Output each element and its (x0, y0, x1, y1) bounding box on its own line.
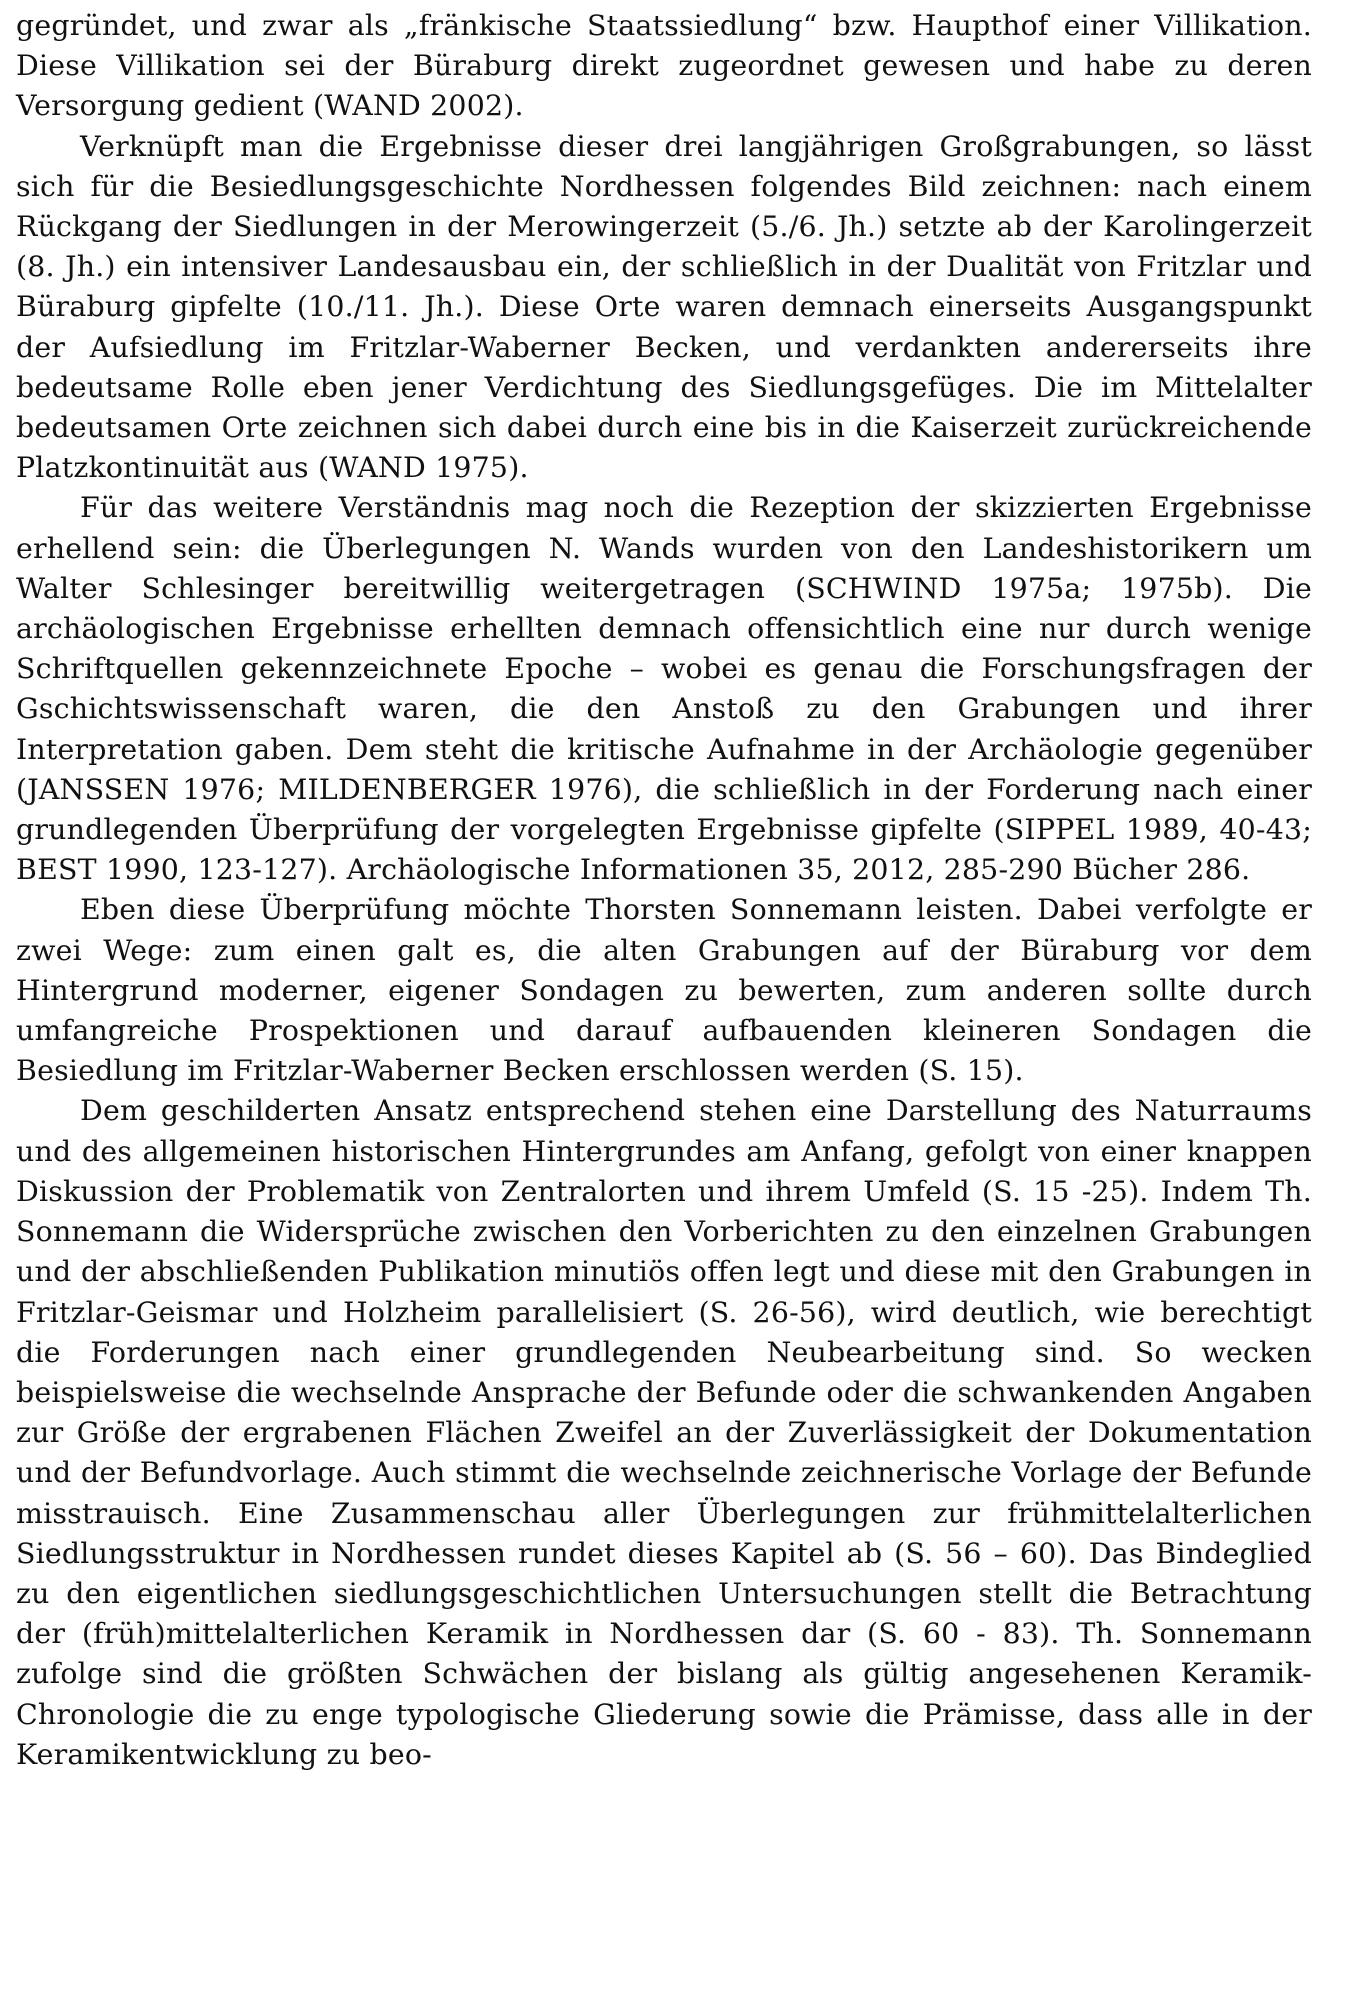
paragraph-4: Eben diese Überprüfung möchte Thorsten Sonnemann leisten. Dabei verfolgte er zwei Wege: zum einen galt es, die alten Grabungen auf der Büraburg vor dem Hintergrund moderner, eigener Sondagen zu bewerten, zum anderen sollte durch umfangreiche Prospektionen und darauf aufbauenden kleineren Sondagen die Besiedlung im Fritzlar-Waberner Becken erschlossen werden (S. 15). (16, 893, 1312, 1088)
paragraph-1: gegründet, und zwar als „fränkische Staatssiedlung“ bzw. Haupthof einer Villikation. Diese Villikation sei der Büraburg direkt zugeordnet gewesen und habe zu deren Versorgung gedient (WAND 2002). (16, 9, 1312, 123)
paragraph-2: Verknüpft man die Ergebnisse dieser drei langjährigen Großgrabungen, so lässt sich für die Besiedlungsgeschichte Nordhessen folgendes Bild zeichnen: nach einem Rückgang der Siedlungen in der Merowingerzeit (5./6. Jh.) setzte ab der Karolingerzeit (8. Jh.) ein intensiver Landesausbau ein, der schließlich in der Dualität von Fritzlar und Büraburg gipfelte (10./11. Jh.). Diese Orte waren demnach einerseits Ausgangspunkt der Aufsiedlung im Fritzlar-Waberner Becken, und verdankten andererseits ihre bedeutsame Rolle eben jener Verdichtung des Siedlungsgefüges. Die im Mittelalter bedeutsamen Orte zeichnen sich dabei durch eine bis in die Kaiserzeit zurückreichende Platzkontinuität aus (WAND 1975). (16, 129, 1312, 485)
paragraph-3: Für das weitere Verständnis mag noch die Rezeption der skizzierten Ergebnisse erhellend sein: die Überlegungen N. Wands wurden von den Landeshistorikern um Walter Schlesinger bereitwillig weitergetragen (SCHWIND 1975a; 1975b). Die archäologischen Ergebnisse erhellten demnach offensichtlich eine nur durch wenige Schriftquellen gekennzeichnete Epoche – wobei es genau die Forschungsfragen der Gschichtswissenschaft waren, die den Anstoß zu den Grabungen und ihrer Interpretation gaben. Dem steht die kritische Aufnahme in der Archäologie gegenüber (JANSSEN 1976; MILDENBERGER 1976), die schließlich in der Forderung nach einer grundlegenden Überprüfung der vorgelegten Ergebnisse gipfelte (SIPPEL 1989, 40-43; BEST 1990, 123-127). Archäologische Informationen 35, 2012, 285-290 Bücher 286. (16, 491, 1312, 887)
paragraph-5: Dem geschilderten Ansatz entsprechend stehen eine Darstellung des Naturraums und des allgemeinen historischen Hintergrundes am Anfang, gefolgt von einer knappen Diskussion der Problematik von Zentralorten und ihrem Umfeld (S. 15 -25). Indem Th. Sonnemann die Widersprüche zwischen den Vorberichten zu den einzelnen Grabungen und der abschließenden Publikation minutiös offen legt und diese mit den Grabungen in Fritzlar-Geismar und Holzheim parallelisiert (S. 26-56), wird deutlich, wie berechtigt die Forderungen nach einer grundlegenden Neubearbeitung sind. So wecken beispielsweise die wechselnde Ansprache der Befunde oder die schwankenden Angaben zur Größe der ergrabenen Flächen Zweifel an der Zuverlässigkeit der Dokumentation und der Befundvorlage. Auch stimmt die wechselnde zeichnerische Vorlage der Befunde misstrauisch. Eine Zusammenschau aller Überlegungen zur frühmittelalterlichen Siedlungsstruktur in Nordhessen rundet dieses Kapitel ab (S. 56 – 60). Das Bindeglied zu den eigentlichen siedlungsgeschichtlichen Untersuchungen stellt die Betrachtung der (früh)mittelalterlichen Keramik in Nordhessen dar (S. 60 - 83). Th. Sonnemann zufolge sind die größten Schwächen der bislang als gültig angesehenen Keramik-Chronologie die zu enge typologische Gliederung sowie die Prämisse, dass alle in der Keramikentwicklung zu beo- (16, 1094, 1312, 1771)
